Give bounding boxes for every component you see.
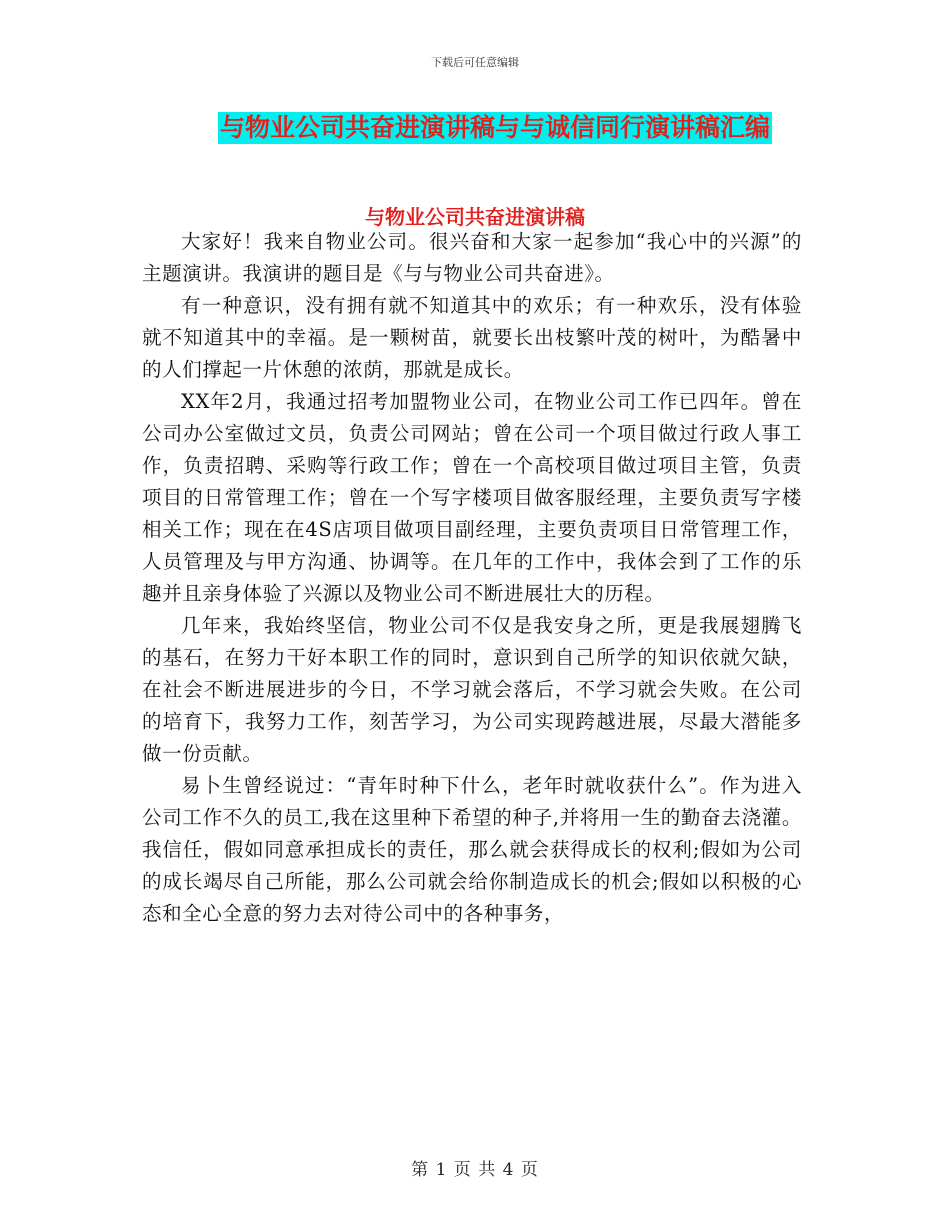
page-footer: 第 1 页 共 4 页 bbox=[411, 1160, 539, 1180]
section-title: 与物业公司共奋进演讲稿 bbox=[365, 205, 585, 229]
page-header: 下载后可任意编辑 bbox=[431, 56, 519, 69]
paragraph: 几年来，我始终坚信，物业公司不仅是我安身之所，更是我展翅腾飞的基石，在努力干好本职工作的同时，意识到自己所学的知识依就欠缺，在社会不断进展进步的今日，不学习就会落后，不学习就会失败。在公司的培育下，我努力工作，刻苦学习，为公司实现跨越进展，尽最大潜能多做一份贡献。 bbox=[142, 614, 802, 765]
paragraph: 易卜生曾经说过：“青年时种下什么，老年时就收获什么”。作为进入公司工作不久的员工,我在这里种下希望的种子,并将用一生的勤奋去浇灌。我信任，假如同意承担成长的责任，那么就会获得成长的权利;假如为公司的成长竭尽自己所能，那么公司就会给你制造成长的机会;假如以积极的心态和全心全意的努力去对待公司中的各种事务， bbox=[142, 774, 802, 925]
paragraph: XX年2月，我通过招考加盟物业公司，在物业公司工作已四年。曾在公司办公室做过文员，负责公司网站；曾在公司一个项目做过行政人事工作，负责招聘、采购等行政工作；曾在一个高校项目做过项目主管，负责项目的日常管理工作；曾在一个写字楼项目做客服经理，主要负责写字楼相关工作；现在在4S店项目做项目副经理，主要负责项目日常管理工作，人员管理及与甲方沟通、协调等。在几年的工作中，我体会到了工作的乐趣并且亲身体验了兴源以及物业公司不断进展壮大的历程。 bbox=[142, 390, 802, 605]
paragraph: 有一种意识，没有拥有就不知道其中的欢乐；有一种欢乐，没有体验就不知道其中的幸福。是一颗树苗，就要长出枝繁叶茂的树叶，为酷暑中的人们撑起一片休憩的浓荫，那就是成长。 bbox=[142, 294, 802, 381]
paragraph: 大家好！我来自物业公司。很兴奋和大家一起参加“我心中的兴源”的主题演讲。我演讲的题目是《与与物业公司共奋进》。 bbox=[142, 230, 802, 285]
document-title: 与物业公司共奋进演讲稿与与诚信同行演讲稿汇编 bbox=[219, 113, 770, 142]
body-text bbox=[142, 214, 802, 930]
document-title-container bbox=[0, 112, 950, 144]
